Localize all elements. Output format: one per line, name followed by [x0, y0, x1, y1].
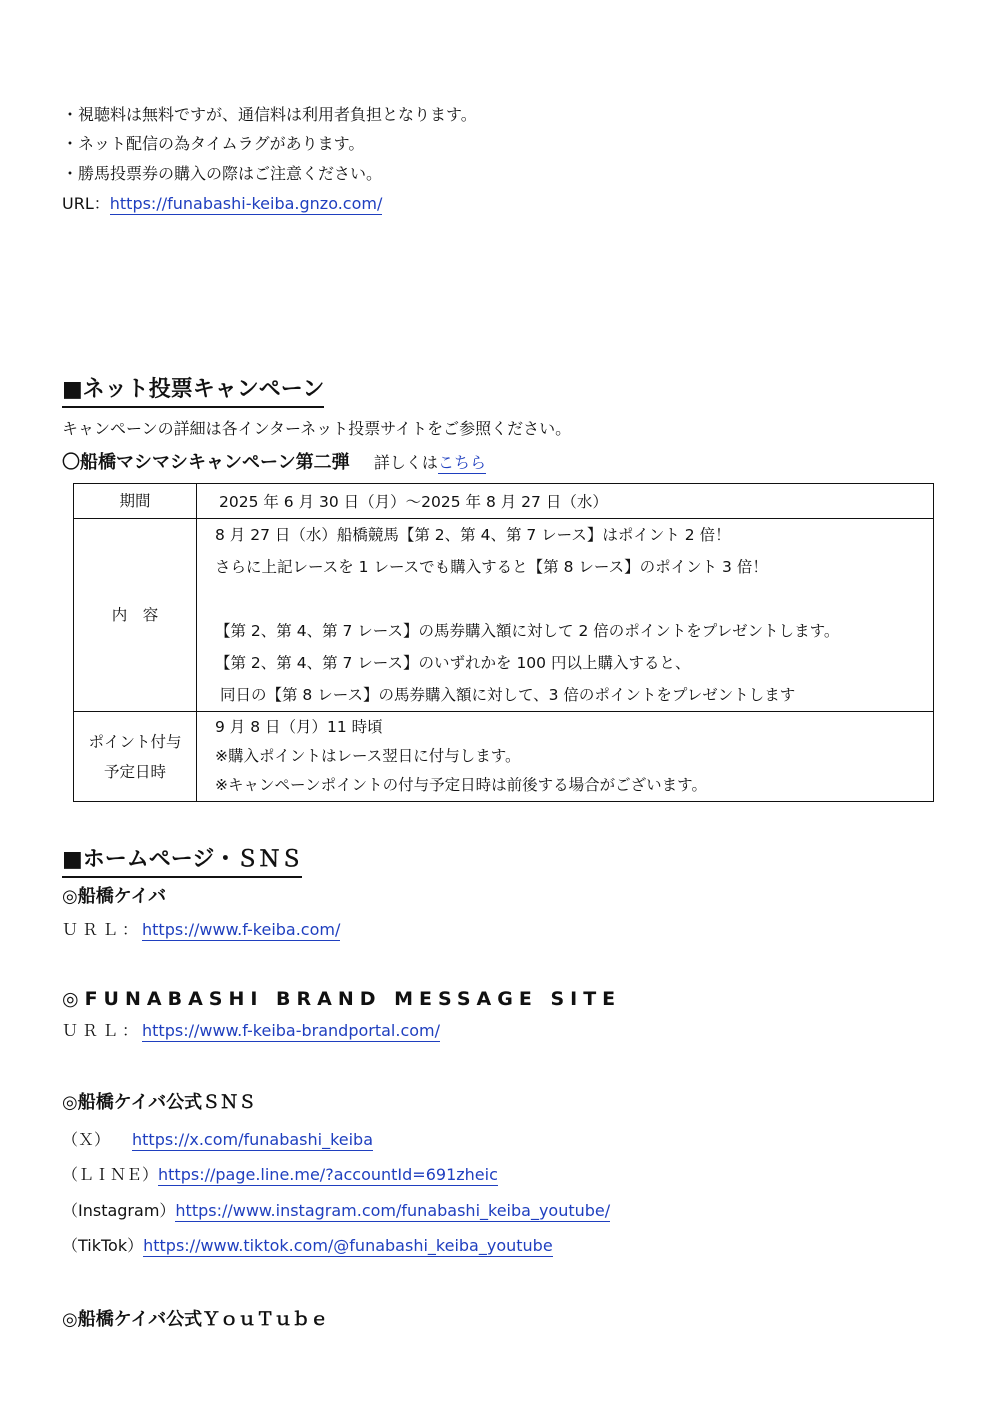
sns-title: ◎船橋ケイバ公式ＳＮＳ — [62, 1092, 257, 1113]
brand-site-url-link[interactable]: https://www.f-keiba-brandportal.com/ — [142, 1021, 441, 1040]
url-label: ＵＲＬ： — [62, 920, 143, 939]
campaign-title: 〇船橋マシマシキャンペーン第二弾 — [62, 452, 350, 473]
period-value: 2025 年 6 月 30 日（月）～2025 年 8 月 27 日（水） — [197, 484, 934, 519]
points-label — [74, 712, 197, 802]
table-row — [74, 519, 934, 712]
content-label: 内 容 — [74, 519, 197, 712]
note-item: ・ネット配信の為タイムラグがあります。 — [62, 134, 365, 153]
section-heading-homepage-sns: ■ホームページ・ＳＮＳ — [62, 846, 302, 878]
table-row — [74, 712, 934, 802]
site-url-link[interactable]: https://www.f-keiba.com/ — [142, 920, 341, 939]
points-label-line: 予定日時 — [103, 762, 166, 781]
table-row — [74, 484, 934, 519]
sns-label: （Instagram） — [62, 1201, 176, 1220]
campaign-title-row — [62, 452, 486, 474]
sns-label: （ＬＩＮＥ） — [62, 1165, 159, 1184]
note-item: ・視聴料は無料ですが、通信料は利用者負担となります。 — [62, 105, 477, 124]
detail-prefix: 詳しくは — [373, 453, 438, 472]
sns-row — [62, 1130, 373, 1150]
points-line: 9 月 8 日（月）11 時頃 — [215, 718, 383, 736]
sns-label: （TikTok） — [62, 1236, 144, 1255]
youtube-title: ◎船橋ケイバ公式ＹｏｕＴｕｂｅ — [62, 1309, 329, 1330]
note-item: ・勝馬投票券の購入の際はご注意ください。 — [62, 164, 383, 183]
sns-row — [62, 1236, 553, 1256]
campaign-table — [73, 483, 934, 802]
sns-line-link[interactable]: https://page.line.me/?accountId=691zheic — [158, 1165, 498, 1184]
sns-row — [62, 1165, 498, 1185]
points-value — [197, 712, 934, 802]
site-url-row — [62, 1021, 440, 1041]
points-line: ※購入ポイントはレース翌日に付与します。 — [215, 747, 521, 765]
sns-label: （Ｘ） — [62, 1130, 111, 1149]
url-label: URL： — [62, 194, 110, 213]
campaign-intro: キャンペーンの詳細は各インターネット投票サイトをご参照ください。 — [62, 419, 572, 438]
site-url-row — [62, 920, 340, 940]
content-line: 【第 2、第 4、第 7 レース】の馬券購入額に対して 2 倍のポイントをプレゼントします。 — [215, 622, 840, 640]
period-label: 期間 — [74, 484, 197, 519]
site-title: ◎船橋ケイバ — [62, 886, 167, 907]
sns-row — [62, 1201, 610, 1221]
content-line: 同日の【第 8 レース】の馬券購入額に対して、3 倍のポイントをプレゼントします — [220, 686, 796, 704]
site-title: ◎FUNABASHI BRAND MESSAGE SITE — [62, 988, 622, 1010]
points-label-line: ポイント付与 — [88, 732, 182, 751]
points-line: ※キャンペーンポイントの付与予定日時は前後する場合がございます。 — [215, 776, 707, 794]
url-label: ＵＲＬ： — [62, 1021, 143, 1040]
sns-tiktok-link[interactable]: https://www.tiktok.com/@funabashi_keiba_youtube — [143, 1236, 553, 1255]
content-line: さらに上記レースを 1 レースでも購入すると【第 8 レース】のポイント 3 倍！ — [215, 558, 768, 576]
notes-url-row — [62, 194, 382, 214]
stream-url-link[interactable]: https://funabashi-keiba.gnzo.com/ — [109, 194, 383, 213]
sns-instagram-link[interactable]: https://www.instagram.com/funabashi_keiba_youtube/ — [175, 1201, 611, 1220]
detail-link[interactable]: こちら — [437, 453, 486, 472]
section-heading-net-campaign: ■ネット投票キャンペーン — [62, 376, 324, 408]
content-value — [197, 519, 934, 712]
sns-x-link[interactable]: https://x.com/funabashi_keiba — [132, 1130, 374, 1149]
content-line: 【第 2、第 4、第 7 レース】のいずれかを 100 円以上購入すると、 — [215, 654, 691, 672]
content-line: 8 月 27 日（水）船橋競馬【第 2、第 4、第 7 レース】はポイント 2 倍！ — [215, 526, 731, 544]
